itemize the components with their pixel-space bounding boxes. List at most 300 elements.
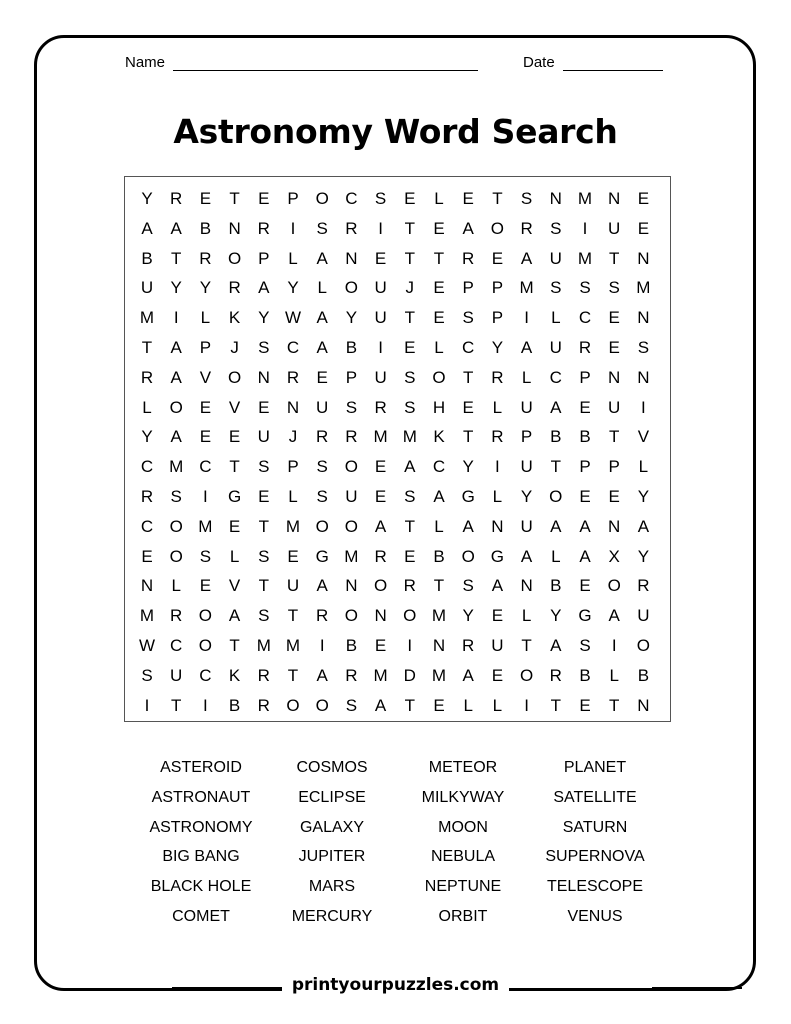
grid-cell[interactable]: N <box>637 367 650 387</box>
grid-cell[interactable]: C <box>199 665 212 685</box>
grid-cell[interactable]: R <box>549 665 562 685</box>
grid-cell[interactable]: C <box>549 367 562 387</box>
grid-cell[interactable]: O <box>169 546 183 566</box>
grid-cell[interactable]: K <box>433 427 445 447</box>
grid-cell[interactable]: E <box>228 516 241 536</box>
grid-cell[interactable]: L <box>609 665 619 685</box>
grid-cell[interactable]: U <box>608 218 621 238</box>
grid-cell[interactable]: R <box>345 665 358 685</box>
grid-cell[interactable]: N <box>374 606 387 626</box>
grid-cell[interactable]: V <box>199 367 212 387</box>
grid-cell[interactable]: E <box>608 487 620 506</box>
grid-cell[interactable]: S <box>579 278 591 298</box>
grid-cell[interactable]: A <box>404 457 416 477</box>
grid-cell[interactable]: O <box>227 248 242 268</box>
grid-cell[interactable]: O <box>169 516 183 536</box>
grid-cell[interactable]: H <box>432 397 446 417</box>
grid-cell[interactable]: Y <box>637 546 650 566</box>
grid-cell[interactable]: I <box>203 487 208 506</box>
grid-cell[interactable]: P <box>258 248 270 268</box>
grid-cell[interactable]: E <box>491 665 504 685</box>
grid-cell[interactable]: U <box>286 576 300 596</box>
grid-cell[interactable]: T <box>550 457 561 477</box>
date-line[interactable] <box>563 57 663 71</box>
grid-cell[interactable]: S <box>199 546 212 566</box>
grid-cell[interactable]: A <box>550 397 562 417</box>
grid-cell[interactable]: T <box>287 665 299 685</box>
grid-cell[interactable]: I <box>378 218 383 238</box>
grid-cell[interactable]: U <box>316 397 329 417</box>
grid-cell[interactable]: L <box>492 695 503 715</box>
grid-cell[interactable]: R <box>462 248 475 268</box>
grid-cell[interactable]: S <box>374 189 387 208</box>
grid-cell[interactable]: G <box>461 487 475 506</box>
grid-cell[interactable]: Y <box>141 189 153 208</box>
grid-cell[interactable]: N <box>608 367 621 387</box>
grid-cell[interactable]: A <box>637 516 650 536</box>
grid-cell[interactable]: N <box>491 516 504 536</box>
grid-cell[interactable]: R <box>578 338 592 357</box>
grid-cell[interactable]: A <box>141 218 153 238</box>
grid-cell[interactable]: Y <box>141 427 153 447</box>
grid-cell[interactable]: W <box>284 308 302 328</box>
grid-cell[interactable]: E <box>579 576 591 596</box>
grid-cell[interactable]: E <box>199 397 212 417</box>
grid-cell[interactable]: C <box>286 338 300 357</box>
grid-cell[interactable]: U <box>345 487 358 506</box>
grid-cell[interactable]: Y <box>550 606 562 626</box>
grid-cell[interactable]: S <box>316 487 328 506</box>
grid-cell[interactable]: L <box>551 546 561 566</box>
grid-cell[interactable]: A <box>374 516 387 536</box>
grid-cell[interactable]: E <box>462 397 474 417</box>
grid-cell[interactable]: Y <box>258 308 270 328</box>
grid-cell[interactable]: R <box>140 367 154 387</box>
date-field[interactable] <box>523 54 663 71</box>
grid-cell[interactable]: O <box>636 636 650 655</box>
grid-cell[interactable]: A <box>579 516 591 536</box>
grid-cell[interactable]: L <box>142 397 152 417</box>
grid-cell[interactable]: N <box>608 189 621 208</box>
grid-cell[interactable]: E <box>579 487 591 506</box>
grid-cell[interactable]: B <box>579 665 591 685</box>
grid-cell[interactable]: M <box>256 636 271 655</box>
grid-cell[interactable]: T <box>229 189 240 208</box>
grid-cell[interactable]: L <box>229 546 240 566</box>
grid-cell[interactable]: T <box>258 516 269 536</box>
grid-cell[interactable]: C <box>140 516 154 536</box>
grid-cell[interactable]: D <box>403 665 416 685</box>
grid-cell[interactable]: A <box>520 248 533 268</box>
grid-cell[interactable]: L <box>521 606 532 626</box>
grid-cell[interactable]: T <box>492 189 503 208</box>
grid-cell[interactable]: U <box>549 338 562 357</box>
grid-cell[interactable]: S <box>404 487 416 506</box>
grid-cell[interactable]: L <box>521 367 532 387</box>
grid-cell[interactable]: O <box>373 576 388 596</box>
grid-cell[interactable]: R <box>257 218 270 238</box>
grid-cell[interactable]: I <box>495 457 500 477</box>
grid-cell[interactable]: K <box>228 665 241 685</box>
grid-cell[interactable]: A <box>579 546 591 566</box>
grid-cell[interactable]: O <box>198 606 212 626</box>
grid-cell[interactable]: E <box>579 397 591 417</box>
grid-cell[interactable]: P <box>287 457 299 477</box>
grid-cell[interactable]: P <box>579 457 591 477</box>
grid-cell[interactable]: T <box>608 695 620 715</box>
grid-cell[interactable]: L <box>171 576 181 596</box>
grid-cell[interactable]: Y <box>287 278 299 298</box>
grid-cell[interactable]: L <box>492 397 503 417</box>
grid-cell[interactable]: A <box>258 278 270 298</box>
grid-cell[interactable]: A <box>520 338 533 357</box>
grid-cell[interactable]: S <box>608 278 620 298</box>
grid-cell[interactable]: E <box>404 338 416 357</box>
grid-cell[interactable]: A <box>462 218 474 238</box>
grid-cell[interactable]: L <box>434 189 444 208</box>
grid-cell[interactable]: U <box>608 397 621 417</box>
grid-cell[interactable]: U <box>170 665 183 685</box>
grid-cell[interactable]: N <box>432 636 446 655</box>
grid-cell[interactable]: I <box>524 308 529 328</box>
grid-cell[interactable]: G <box>578 606 592 626</box>
grid-cell[interactable]: S <box>345 695 358 715</box>
grid-cell[interactable]: E <box>199 189 212 208</box>
grid-cell[interactable]: A <box>170 367 182 387</box>
grid-cell[interactable]: I <box>611 636 617 655</box>
grid-cell[interactable]: X <box>608 546 620 566</box>
name-field[interactable] <box>125 54 478 71</box>
grid-cell[interactable]: R <box>374 546 387 566</box>
grid-cell[interactable]: E <box>608 338 620 357</box>
grid-cell[interactable]: E <box>404 189 416 208</box>
grid-cell[interactable]: U <box>140 278 154 298</box>
grid-cell[interactable]: Y <box>199 278 212 298</box>
grid-cell[interactable]: A <box>316 665 328 685</box>
grid-cell[interactable]: E <box>433 695 445 715</box>
grid-cell[interactable]: T <box>433 248 445 268</box>
grid-cell[interactable]: E <box>316 367 328 387</box>
grid-cell[interactable]: I <box>641 397 646 417</box>
grid-cell[interactable]: T <box>550 695 561 715</box>
grid-cell[interactable]: A <box>228 606 241 626</box>
grid-cell[interactable]: I <box>378 338 383 357</box>
grid-cell[interactable]: I <box>290 218 296 238</box>
grid-cell[interactable]: M <box>344 546 359 566</box>
grid-cell[interactable]: Y <box>637 487 650 506</box>
grid-cell[interactable]: G <box>227 487 242 506</box>
grid-cell[interactable]: O <box>344 278 358 298</box>
grid-cell[interactable]: N <box>345 248 358 268</box>
grid-cell[interactable]: P <box>520 427 533 447</box>
grid-cell[interactable]: N <box>608 516 621 536</box>
grid-cell[interactable]: O <box>344 457 358 477</box>
grid-cell[interactable]: B <box>550 427 562 447</box>
grid-cell[interactable]: N <box>345 576 358 596</box>
grid-cell[interactable]: R <box>491 367 504 387</box>
grid-cell[interactable]: M <box>373 427 388 447</box>
grid-cell[interactable]: O <box>169 397 183 417</box>
grid-cell[interactable]: S <box>550 278 562 298</box>
grid-cell[interactable]: N <box>520 576 533 596</box>
grid-cell[interactable]: Y <box>345 308 358 328</box>
grid-cell[interactable]: J <box>288 427 298 447</box>
grid-cell[interactable]: E <box>258 189 270 208</box>
grid-cell[interactable]: L <box>288 487 298 506</box>
grid-cell[interactable]: N <box>228 218 241 238</box>
grid-cell[interactable]: R <box>491 427 504 447</box>
grid-cell[interactable]: U <box>520 397 533 417</box>
grid-cell[interactable]: V <box>228 397 241 417</box>
grid-cell[interactable]: A <box>462 516 474 536</box>
grid-cell[interactable]: V <box>637 427 650 447</box>
grid-cell[interactable]: P <box>199 338 212 357</box>
grid-cell[interactable]: C <box>170 636 183 655</box>
grid-cell[interactable]: E <box>608 308 620 328</box>
grid-cell[interactable]: O <box>344 516 358 536</box>
grid-cell[interactable]: O <box>432 367 446 387</box>
grid-cell[interactable]: P <box>491 278 504 298</box>
grid-cell[interactable]: S <box>258 338 270 357</box>
letter-grid[interactable] <box>124 176 671 722</box>
grid-cell[interactable]: S <box>316 218 328 238</box>
grid-cell[interactable]: M <box>519 278 534 298</box>
grid-cell[interactable]: Y <box>462 457 474 477</box>
grid-cell[interactable]: E <box>199 427 212 447</box>
grid-cell[interactable]: C <box>578 308 592 328</box>
grid-cell[interactable]: Y <box>520 487 533 506</box>
grid-cell[interactable]: L <box>551 308 561 328</box>
grid-cell[interactable]: T <box>404 308 415 328</box>
grid-cell[interactable]: M <box>169 457 184 477</box>
grid-cell[interactable]: K <box>228 308 241 328</box>
grid-cell[interactable]: S <box>141 665 153 685</box>
grid-cell[interactable]: T <box>521 636 532 655</box>
grid-cell[interactable]: J <box>230 338 239 357</box>
grid-cell[interactable]: N <box>257 367 270 387</box>
grid-cell[interactable]: O <box>607 576 621 596</box>
grid-cell[interactable]: R <box>345 218 358 238</box>
grid-cell[interactable]: A <box>316 308 328 328</box>
grid-cell[interactable]: R <box>286 367 300 387</box>
grid-cell[interactable]: M <box>373 665 388 685</box>
grid-cell[interactable]: L <box>434 516 444 536</box>
grid-cell[interactable]: I <box>203 695 208 715</box>
grid-cell[interactable]: B <box>433 546 445 566</box>
grid-cell[interactable]: T <box>258 576 269 596</box>
grid-cell[interactable]: A <box>170 427 182 447</box>
grid-cell[interactable]: L <box>288 248 298 268</box>
grid-cell[interactable]: B <box>579 427 591 447</box>
grid-cell[interactable]: R <box>170 606 183 626</box>
grid-cell[interactable]: R <box>228 278 241 298</box>
grid-cell[interactable]: I <box>407 636 413 655</box>
name-line[interactable] <box>173 57 478 71</box>
grid-cell[interactable]: O <box>315 516 329 536</box>
grid-cell[interactable]: T <box>404 695 415 715</box>
grid-cell[interactable]: L <box>492 487 503 506</box>
grid-cell[interactable]: A <box>550 636 562 655</box>
grid-cell[interactable]: R <box>257 695 270 715</box>
grid-cell[interactable]: S <box>316 457 328 477</box>
grid-cell[interactable]: C <box>140 457 154 477</box>
grid-cell[interactable]: U <box>374 308 387 328</box>
grid-cell[interactable]: N <box>140 576 154 596</box>
grid-cell[interactable]: P <box>491 308 504 328</box>
grid-cell[interactable]: U <box>520 457 533 477</box>
grid-cell[interactable]: E <box>228 427 241 447</box>
grid-cell[interactable]: R <box>345 427 358 447</box>
grid-cell[interactable]: C <box>462 338 475 357</box>
grid-cell[interactable]: U <box>374 367 387 387</box>
grid-cell[interactable]: A <box>316 576 328 596</box>
grid-cell[interactable]: A <box>491 576 504 596</box>
grid-cell[interactable]: O <box>403 606 417 626</box>
grid-cell[interactable]: V <box>228 576 241 596</box>
grid-cell[interactable]: L <box>463 695 473 715</box>
grid-cell[interactable]: G <box>315 546 329 566</box>
grid-cell[interactable]: S <box>404 367 416 387</box>
grid-cell[interactable]: P <box>462 278 474 298</box>
grid-cell[interactable]: T <box>608 248 620 268</box>
grid-cell[interactable]: E <box>374 636 387 655</box>
grid-cell[interactable]: P <box>345 367 358 387</box>
grid-cell[interactable]: N <box>637 695 650 715</box>
grid-cell[interactable]: B <box>345 636 358 655</box>
grid-cell[interactable]: T <box>229 636 240 655</box>
grid-cell[interactable]: T <box>404 516 415 536</box>
grid-cell[interactable]: I <box>582 218 588 238</box>
grid-cell[interactable]: R <box>316 606 329 626</box>
grid-cell[interactable]: P <box>608 457 620 477</box>
grid-cell[interactable]: S <box>637 338 650 357</box>
grid-cell[interactable]: T <box>462 427 474 447</box>
grid-cell[interactable]: B <box>345 338 358 357</box>
grid-cell[interactable]: P <box>287 189 299 208</box>
grid-cell[interactable]: N <box>549 189 562 208</box>
grid-cell[interactable]: S <box>579 636 591 655</box>
grid-cell[interactable]: M <box>285 636 301 655</box>
grid-cell[interactable]: B <box>228 695 241 715</box>
grid-cell[interactable]: T <box>229 457 240 477</box>
grid-cell[interactable]: M <box>431 665 447 685</box>
grid-cell[interactable]: T <box>170 695 182 715</box>
grid-cell[interactable]: O <box>490 218 504 238</box>
grid-cell[interactable]: I <box>524 695 529 715</box>
grid-cell[interactable]: B <box>637 665 650 685</box>
grid-cell[interactable]: M <box>139 308 155 328</box>
grid-cell[interactable]: I <box>319 636 325 655</box>
grid-cell[interactable]: E <box>258 487 270 506</box>
grid-cell[interactable]: E <box>287 546 299 566</box>
grid-cell[interactable]: O <box>198 636 212 655</box>
grid-cell[interactable]: B <box>141 248 153 268</box>
grid-cell[interactable]: R <box>637 576 650 596</box>
grid-cell[interactable]: Y <box>462 606 474 626</box>
grid-cell[interactable]: S <box>462 308 474 328</box>
grid-cell[interactable]: T <box>608 427 620 447</box>
grid-cell[interactable]: T <box>404 248 415 268</box>
grid-cell[interactable]: T <box>462 367 474 387</box>
grid-cell[interactable]: A <box>170 338 182 357</box>
grid-cell[interactable]: E <box>433 218 445 238</box>
grid-cell[interactable]: S <box>258 457 270 477</box>
grid-cell[interactable]: A <box>374 695 387 715</box>
grid-cell[interactable]: U <box>520 516 533 536</box>
grid-cell[interactable]: U <box>637 606 650 626</box>
grid-cell[interactable]: E <box>141 546 153 566</box>
grid-cell[interactable]: N <box>637 308 650 328</box>
grid-cell[interactable]: S <box>258 546 270 566</box>
grid-cell[interactable]: O <box>519 665 534 685</box>
grid-cell[interactable]: O <box>315 189 329 208</box>
grid-cell[interactable]: R <box>462 636 475 655</box>
grid-cell[interactable]: E <box>491 606 504 626</box>
grid-cell[interactable]: A <box>520 546 533 566</box>
grid-cell[interactable]: N <box>286 397 300 417</box>
grid-cell[interactable]: J <box>405 278 415 298</box>
grid-cell[interactable]: A <box>316 248 328 268</box>
grid-cell[interactable]: S <box>520 189 533 208</box>
grid-cell[interactable]: U <box>257 427 270 447</box>
grid-cell[interactable]: I <box>173 308 179 328</box>
grid-cell[interactable]: U <box>491 636 504 655</box>
grid-cell[interactable]: T <box>141 338 153 357</box>
grid-cell[interactable]: M <box>402 427 417 447</box>
grid-cell[interactable]: M <box>198 516 213 536</box>
grid-cell[interactable]: R <box>520 218 533 238</box>
grid-cell[interactable]: C <box>199 457 212 477</box>
grid-cell[interactable]: O <box>344 606 358 626</box>
grid-cell[interactable]: E <box>374 487 387 506</box>
grid-cell[interactable]: R <box>257 665 270 685</box>
grid-cell[interactable]: B <box>199 218 212 238</box>
grid-cell[interactable]: L <box>317 278 327 298</box>
grid-cell[interactable]: Y <box>170 278 182 298</box>
grid-cell[interactable]: B <box>550 576 562 596</box>
grid-cell[interactable]: W <box>138 636 156 655</box>
grid-cell[interactable]: S <box>258 606 270 626</box>
grid-cell[interactable]: R <box>403 576 416 596</box>
grid-cell[interactable]: C <box>432 457 446 477</box>
grid-cell[interactable]: A <box>462 665 474 685</box>
grid-cell[interactable]: Y <box>491 338 504 357</box>
grid-cell[interactable]: M <box>431 606 447 626</box>
grid-cell[interactable]: I <box>144 695 150 715</box>
grid-cell[interactable]: M <box>577 248 593 268</box>
grid-cell[interactable]: E <box>491 248 504 268</box>
grid-cell[interactable]: O <box>549 487 563 506</box>
grid-cell[interactable]: A <box>316 338 328 357</box>
grid-cell[interactable]: T <box>170 248 182 268</box>
grid-cell[interactable]: R <box>316 427 329 447</box>
grid-cell[interactable]: S <box>550 218 562 238</box>
grid-cell[interactable]: O <box>461 546 475 566</box>
grid-cell[interactable]: E <box>374 248 387 268</box>
grid-cell[interactable]: A <box>170 218 182 238</box>
grid-cell[interactable]: G <box>490 546 504 566</box>
grid-cell[interactable]: L <box>200 308 211 328</box>
grid-cell[interactable]: E <box>199 576 212 596</box>
grid-cell[interactable]: R <box>199 248 212 268</box>
grid-cell[interactable]: S <box>462 576 474 596</box>
grid-cell[interactable]: E <box>579 695 591 715</box>
grid-cell[interactable]: M <box>285 516 301 536</box>
grid-cell[interactable]: A <box>433 487 445 506</box>
grid-cell[interactable]: T <box>287 606 299 626</box>
grid-cell[interactable]: S <box>170 487 182 506</box>
grid-cell[interactable]: E <box>404 546 416 566</box>
